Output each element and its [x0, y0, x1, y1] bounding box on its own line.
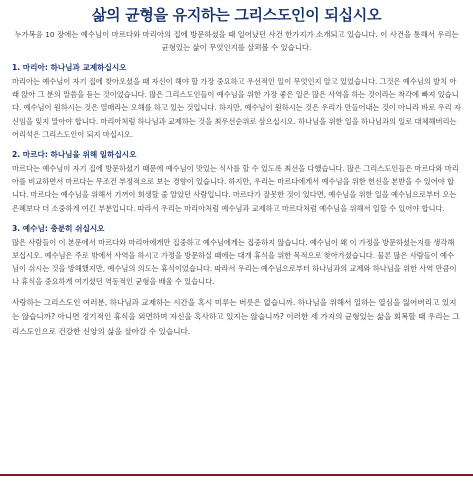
section-heading: 3. 예수님: 충분히 쉬십시오	[12, 223, 105, 233]
conclusion-paragraph: 사랑하는 그리스도인 여러분, 하나님과 교제하는 시간을 혹시 미루는 버릇은 없습니까. 하나님을 위해서 일하는 열심을 잃어버리고 있지는 않습니까? 아니면 정기적인 휴식을 외면하며 자신을 혹사하고 있지는 않습니까? 이러한 세 가지의 균형있는 삶을 회복할 때 우리는 그리스도인으로 건강한 신앙의 삶을 살아갈 수 있습니다.	[12, 297, 460, 336]
document-page	[0, 5, 473, 482]
section-heading: 2. 마르다: 하나님을 위해 일하십시오	[12, 150, 137, 160]
section-body: 마르다는 예수님이 자기 집에 방문하셨기 때문에 예수님이 맛있는 식사를 할 수 있도록 최선을 다했습니다. 많은 그리스도인들은 마르다와 마리아를 비교하면서 마르다는 무조건 부정적으로 보는 경향이 있습니다. 하지만, 우리는 마르다에게서 예수님을 위한 헌신을 본받을 수 있어야 합니다. 마르다는 예수님을 위해서 기꺼이 희생할 줄 알았던 사람입니다. 마르다가 잘못한 것이 있다면, 예수님을 위한 일을 예수님으로부터 오는 은혜보다 더 소중하게 여긴 부분입니다. 따라서 우리는 마리아처럼 예수님과 교제하고 마르다처럼 예수님을 위해서 일할 수 있어야 합니다.	[12, 164, 459, 213]
section-body: 많은 사람들이 이 본문에서 마르다와 마리아에게만 집중하고 예수님에게는 집중하지 않습니다. 예수님이 왜 이 가정을 방문하셨는지를 생각해보십시오. 예수님은 주로 밖에서 사역을 하시고 가정을 방문하실 때에는 대개 휴식을 위한 목적으로 찾아가셨습니다. 물론 많은 사람들이 예수님이 쉬시는 것을 방해했지만, 예수님의 의도는 휴식이었습니다. 따라서 우리는 예수님으로부터 하나님과의 교제와 하나님을 위한 사역 만큼이나 휴식을 중요하게 여기셨던 역동적인 균형을 배울 수 있습니다.	[12, 237, 457, 287]
section-mary	[12, 61, 461, 141]
section-jesus	[12, 222, 461, 289]
section-martha	[12, 148, 461, 215]
intro-paragraph: 누가복음 10 장에는 예수님이 마르다와 마리아의 집에 방문하셨을 때 일어났던 사건 한가지가 소개되고 있습니다. 이 사건을 통해서 우리는 균형있는 삶이 무엇인지를 살펴볼 수 있습니다.	[14, 30, 459, 52]
bottom-divider	[0, 474, 473, 476]
page-title: 삶의 균형을 유지하는 그리스도인이 되십시오	[91, 6, 382, 24]
section-heading: 1. 마리아: 하나님과 교제하십시오	[12, 63, 127, 72]
section-body: 마리아는 예수님이 자기 집에 찾아오셨을 때 자신이 해야 할 가장 중요하고 우선적인 일이 무엇인지 알고 있었습니다. 그것은 예수님의 발치 아래 앉아 그 분의 말씀을 듣는 것이었습니다. 많은 그리스도인들이 예수님을 위한 가장 좋은 일은 많은 사역을 하는 것이라는 착각에 빠져 있습니다. 예수님이 원하시는 것은 열매라는 오해를 하고 있는 것입니다. 하지만, 예수님이 원하시는 것은 우리가 만들어내는 것이 아니라 바로 우리 자신임을 잊지 말아야 합니다. 마리아처럼 하나님과 교제하는 것을 최우선순위로 삼으십시오. 하나님을 위한 일을 하나님과의 일로 대체해버리는 어리석은 그리스도인이 되지 마십시오.	[12, 77, 461, 139]
